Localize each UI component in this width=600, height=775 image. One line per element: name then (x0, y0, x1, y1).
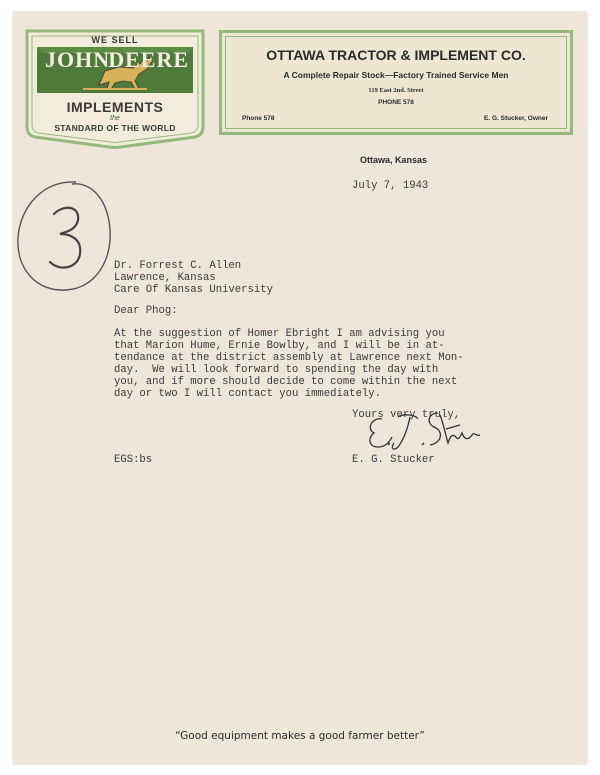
logo-implements: IMPLEMENTS (66, 99, 164, 115)
handwritten-circle-mark (14, 176, 114, 296)
company-phone-center: PHONE 578 (378, 99, 414, 106)
closing: Yours very truly, (352, 409, 461, 421)
salutation: Dear Phog: (114, 305, 178, 317)
body-line: you, and if more should decide to come within the next (114, 376, 458, 388)
body-line: day or two I will contact you immediately. (114, 388, 382, 400)
footer-slogan: “Good equipment makes a good farmer better” (175, 730, 425, 742)
letterhead-banner (219, 30, 573, 135)
body-line: tendance at the district assembly at Lawrence next Mon- (114, 352, 464, 364)
logo-brand-deere: DEERE (108, 47, 189, 72)
company-street: 119 East 2nd. Street (368, 87, 424, 94)
body-line: At the suggestion of Homer Ebright I am advising you (114, 328, 445, 340)
recipient-block (114, 260, 273, 296)
logo-brand-john: JOHN (45, 47, 111, 72)
company-phone-left: Phone 578 (242, 115, 275, 122)
company-name: OTTAWA TRACTOR & IMPLEMENT CO. (266, 47, 526, 63)
typed-signer-name: E. G. Stucker (352, 454, 435, 466)
john-deere-logo (23, 27, 207, 151)
letter-body (114, 328, 464, 400)
company-owner: E. G. Stucker, Owner (484, 115, 548, 122)
circled-page-number (14, 176, 114, 301)
body-line: day. We will look forward to spending the day with (114, 364, 439, 376)
recipient-care-of: Care Of Kansas University (114, 284, 273, 296)
reference-initials: EGS:bs (114, 454, 153, 466)
logo-standard: STANDARD OF THE WORLD (54, 123, 176, 133)
letter-location: Ottawa, Kansas (360, 155, 428, 165)
signature-ink (364, 407, 484, 453)
company-tagline: A Complete Repair Stock—Factory Trained Service Men (283, 70, 509, 80)
logo-the: the (110, 115, 120, 122)
recipient-city: Lawrence, Kansas (114, 272, 216, 284)
logo-we-sell: WE SELL (91, 35, 139, 45)
recipient-name: Dr. Forrest C. Allen (114, 260, 242, 272)
handwritten-signature (364, 407, 484, 458)
letter-date: July 7, 1943 (352, 180, 429, 192)
body-line: that Marion Hume, Ernie Bowlby, and I will be in at- (114, 340, 445, 352)
